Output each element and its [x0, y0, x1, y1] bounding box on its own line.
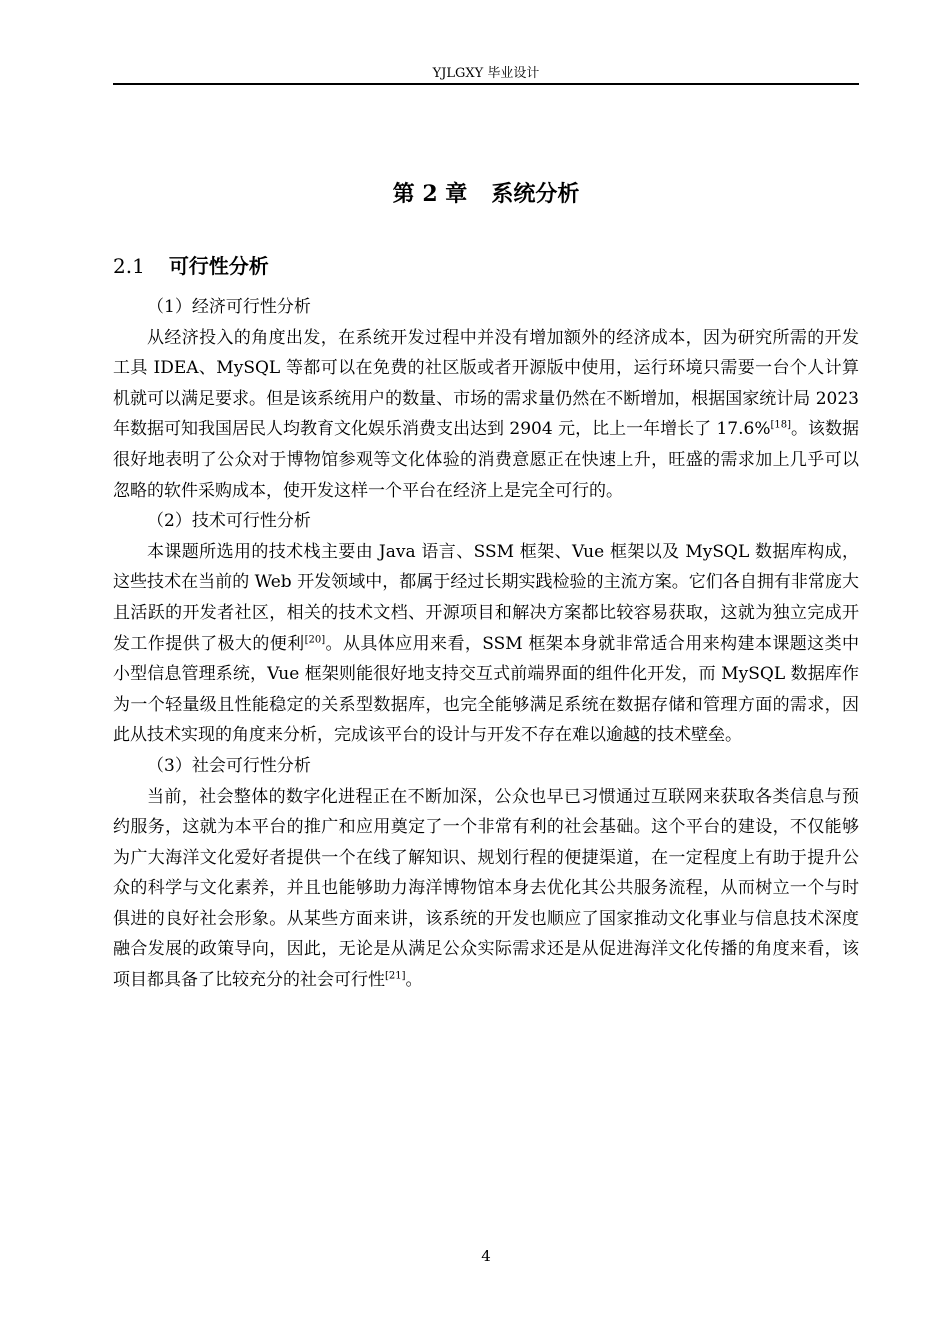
page-number: 4	[481, 1247, 491, 1265]
subheading-economic: （1）经济可行性分析	[147, 297, 311, 317]
section-number: 2.1	[113, 254, 145, 278]
citation: [18]	[770, 419, 792, 431]
citation: [21]	[385, 970, 406, 982]
chapter-title	[113, 178, 859, 210]
chapter-number: 第 2 章	[392, 181, 468, 207]
header-rule	[113, 83, 859, 85]
section-heading	[113, 251, 269, 281]
citation: [20]	[304, 633, 326, 645]
paragraph-social: 当前，社会整体的数字化进程正在不断加深，公众也早已习惯通过互联网来获取各类信息与预约服务，这就为本平台的推广和应用奠定了一个非常有利的社会基础。这个平台的建设，不仅能够为广大海洋文化爱好者提供一个在线了解知识、规划行程的便捷渠道，在一定程度上有助于提升公众的科学与文化素养，并且也能够助力海洋博物馆本身去优化其公共服务流程，从而树立一个与时俱进的良好社会形象。从某些方面来讲，该系统的开发也顺应了国家推动文化事业与信息技术深度融合发展的政策导向，因此，无论是从满足公众实际需求还是从促进海洋文化传播的角度来看，该项目都具备了比较充分的社会可行性[21]。	[113, 786, 859, 991]
body-text	[113, 292, 859, 996]
subheading-social: （3）社会可行性分析	[147, 755, 311, 776]
paragraph-economic: 从经济投入的角度出发，在系统开发过程中并没有增加额外的经济成本，因为研究所需的开发工具 IDEA、MySQL 等都可以在免费的社区版或者开源版中使用，运行环境只需要一台个人计算机就可以满足要求。但是该系统用户的数量、市场的需求量仍然在不断增加，根据国家统计局 2023 年数据可知我国居民人均教育文化娱乐消费支出达到 2904 元，比上一年增长了 17.6%[18]。该数据很好地表明了公众对于博物馆参观等文化体验的消费意愿正在快速上升，旺盛的需求加上几乎可以忽略的软件采购成本，使开发这样一个平台在经济上是完全可行的。	[113, 327, 860, 501]
paragraph-technical: 本课题所选用的技术栈主要由 Java 语言、SSM 框架、Vue 框架以及 MySQL 数据库构成，这些技术在当前的 Web 开发领域中，都属于经过长期实践检验的主流方案。它们各自拥有非常庞大且活跃的开发者社区，相关的技术文档、开源项目和解决方案都比较容易获取，这就为独立完成开发工作提供了极大的便利[20]。从具体应用来看，SSM 框架本身就非常适合用来构建本课题这类中小型信息管理系统，Vue 框架则能很好地支持交互式前端界面的组件化开发，而 MySQL 数据库作为一个轻量级且性能稳定的关系型数据库，也完全能够满足系统在数据存储和管理方面的需求，因此从技术实现的角度来分析，完成该平台的设计与开发不存在难以逾越的技术壁垒。	[113, 541, 860, 746]
section-title: 可行性分析	[168, 254, 269, 278]
chapter-name: 系统分析	[491, 181, 580, 207]
subheading-technical: （2）技术可行性分析	[147, 511, 311, 532]
running-header: YJLGXY 毕业设计	[432, 66, 540, 81]
